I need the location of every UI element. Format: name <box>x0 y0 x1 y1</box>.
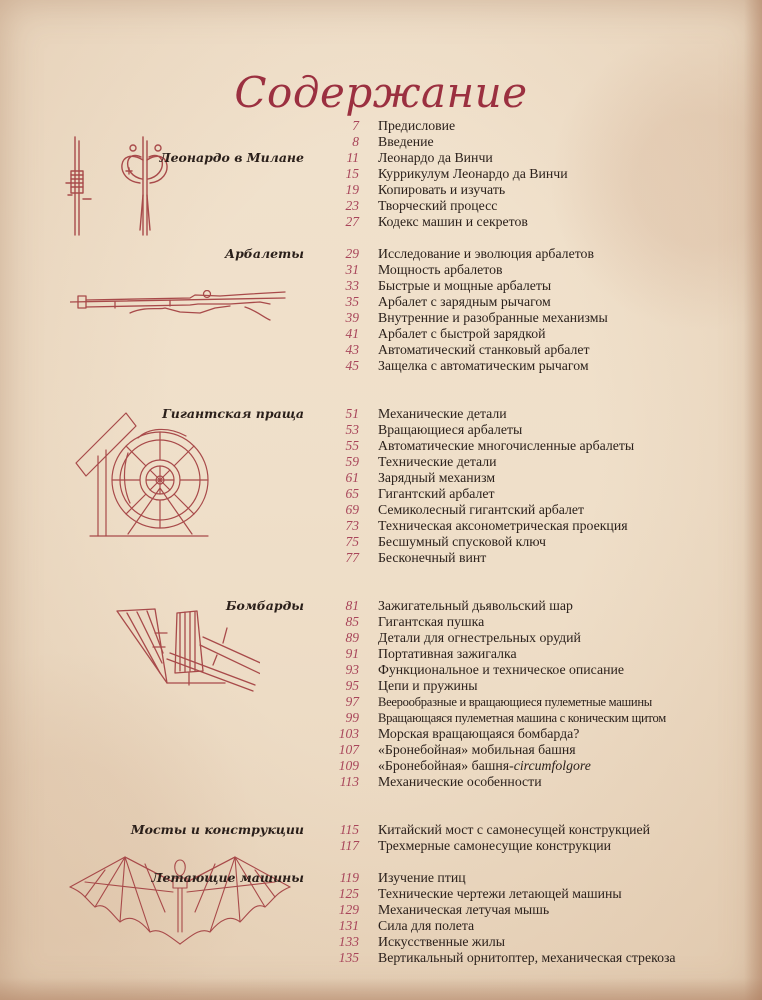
toc-entry[interactable] <box>0 310 762 326</box>
page-number: 119 <box>339 870 359 885</box>
page-title: Содержание <box>234 68 528 117</box>
toc-entry[interactable] <box>0 326 762 342</box>
page-number: 23 <box>345 198 359 213</box>
page-number: 7 <box>352 118 359 133</box>
toc-entry[interactable] <box>0 534 762 550</box>
page-number: 53 <box>345 422 359 437</box>
toc-section-leonardo <box>0 118 762 230</box>
entry-title: Арбалет с зарядным рычагом <box>378 294 551 309</box>
page-number: 135 <box>338 950 359 965</box>
page-number: 11 <box>346 150 359 165</box>
page-number: 43 <box>345 342 359 357</box>
toc-section-bombards <box>0 598 762 806</box>
toc-entry[interactable] <box>0 950 762 966</box>
toc-entry[interactable] <box>0 838 762 854</box>
entry-title: Предисловие <box>378 118 456 133</box>
toc-entry[interactable] <box>0 470 762 486</box>
entry-title: Леонардо да Винчи <box>378 150 493 165</box>
toc-section-flying-machines <box>0 870 762 966</box>
entry-title: Технические чертежи летающей машины <box>378 886 622 901</box>
toc-entry[interactable] <box>0 598 762 614</box>
page-number: 59 <box>345 454 359 469</box>
page-number: 15 <box>345 166 359 181</box>
entry-title: Технические детали <box>378 454 497 469</box>
entry-title: Искусственные жилы <box>378 934 506 949</box>
toc-entry[interactable] <box>0 758 762 774</box>
section-label: Леонардо в Милане <box>159 150 304 165</box>
toc-entry[interactable] <box>0 678 762 694</box>
page-edge-stain <box>0 978 762 1000</box>
toc-entry[interactable] <box>0 710 762 726</box>
entry-title: Механические детали <box>378 406 507 421</box>
toc-entry[interactable] <box>0 486 762 502</box>
page-number: 97 <box>345 694 359 709</box>
page-number: 33 <box>345 278 359 293</box>
entry-title: «Бронебойная» мобильная башня <box>378 742 576 757</box>
table-of-contents <box>0 118 762 966</box>
entry-title: Введение <box>378 134 434 149</box>
entry-title: Механическая летучая мышь <box>378 902 550 917</box>
page-number: 27 <box>345 214 359 229</box>
page-number: 91 <box>345 646 359 661</box>
entry-title: Изучение птиц <box>378 870 466 885</box>
page-number: 81 <box>345 598 359 613</box>
page-number: 93 <box>345 662 359 677</box>
toc-entry[interactable] <box>0 726 762 742</box>
page-number: 89 <box>345 630 359 645</box>
toc-entry[interactable] <box>0 934 762 950</box>
entry-title-italic: circumfolgore <box>513 758 591 773</box>
page-number: 55 <box>345 438 359 453</box>
toc-entry[interactable] <box>0 886 762 902</box>
entry-title: Гигантский арбалет <box>378 486 495 501</box>
section-label: Гигантская праща <box>162 406 304 421</box>
entry-title: Куррикулум Леонардо да Винчи <box>378 166 568 181</box>
toc-entry[interactable] <box>0 150 762 166</box>
toc-entry[interactable] <box>0 182 762 198</box>
toc-entry[interactable] <box>0 550 762 566</box>
toc-entry[interactable] <box>0 422 762 438</box>
page-number: 133 <box>338 934 359 949</box>
page-number: 129 <box>338 902 359 917</box>
toc-entry[interactable] <box>0 166 762 182</box>
page-number: 41 <box>345 326 359 341</box>
toc-section-bridges <box>0 822 762 854</box>
section-label: Арбалеты <box>224 246 304 261</box>
page-number: 51 <box>345 406 359 421</box>
entry-title: Кодекс машин и секретов <box>378 214 528 229</box>
page-number: 115 <box>339 822 359 837</box>
entry-title: Арбалет с быстрой зарядкой <box>378 326 546 341</box>
entry-title: Мощность арбалетов <box>378 262 503 277</box>
page-number: 29 <box>345 246 359 261</box>
toc-entry[interactable] <box>0 518 762 534</box>
entry-title: Трехмерные самонесущие конструкции <box>378 838 612 853</box>
toc-entry[interactable] <box>0 246 762 262</box>
entry-title: Гигантская пушка <box>378 614 485 629</box>
toc-entry[interactable] <box>0 662 762 678</box>
page-number: 95 <box>345 678 359 693</box>
toc-entry[interactable] <box>0 278 762 294</box>
entry-title: Зажигательный дьявольский шар <box>378 598 573 613</box>
entry-title: Функциональное и техническое описание <box>378 662 624 677</box>
entry-title: Веерообразные и вращающиеся пулеметные машины <box>378 695 652 709</box>
toc-entry[interactable] <box>0 134 762 150</box>
toc-entry[interactable] <box>0 918 762 934</box>
page-number: 109 <box>338 758 359 773</box>
toc-entry[interactable] <box>0 342 762 358</box>
section-label: Мосты и конструкции <box>130 822 304 837</box>
entry-title: Вращающаяся пулеметная машина с коническим щитом <box>378 711 666 725</box>
page-number: 77 <box>345 550 359 565</box>
toc-entry[interactable] <box>0 742 762 758</box>
page-number: 19 <box>345 182 359 197</box>
toc-entry[interactable] <box>0 774 762 790</box>
toc-entry[interactable] <box>0 502 762 518</box>
entry-title: Зарядный механизм <box>378 470 496 485</box>
page-number: 131 <box>338 918 359 933</box>
toc-entry[interactable] <box>0 262 762 278</box>
entry-title: Портативная зажигалка <box>378 646 517 661</box>
entry-title: Цепи и пружины <box>378 678 478 693</box>
page-number: 45 <box>345 358 359 373</box>
entry-title: Внутренние и разобранные механизмы <box>378 310 608 325</box>
entry-title-text: «Бронебойная» башня- <box>378 758 514 773</box>
page-number: 35 <box>345 294 359 309</box>
toc-entry[interactable] <box>0 358 762 374</box>
entry-title: Вертикальный орнитоптер, механическая стрекоза <box>378 950 676 965</box>
entry-title: Семиколесный гигантский арбалет <box>378 502 585 517</box>
entry-title: Детали для огнестрельных орудий <box>378 630 581 645</box>
toc-entry[interactable] <box>0 454 762 470</box>
entry-title: Исследование и эволюция арбалетов <box>378 246 594 261</box>
toc-entry[interactable] <box>0 198 762 214</box>
page-number: 99 <box>345 710 359 725</box>
page-number: 113 <box>339 774 359 789</box>
toc-entry[interactable] <box>0 870 762 886</box>
section-label: Бомбарды <box>225 598 304 613</box>
entry-title: Вращающиеся арбалеты <box>378 422 523 437</box>
entry-title: Морская вращающаяся бомбарда? <box>378 726 580 741</box>
entry-title: Техническая аксонометрическая проекция <box>378 518 628 533</box>
entry-title <box>378 758 591 774</box>
toc-section-giant-sling <box>0 406 762 582</box>
entry-title: Копировать и изучать <box>378 182 506 197</box>
entry-title: Механические особенности <box>378 774 542 789</box>
page-number: 103 <box>338 726 359 741</box>
toc-entry[interactable] <box>0 614 762 630</box>
entry-title: Быстрые и мощные арбалеты <box>378 278 552 293</box>
toc-entry[interactable] <box>0 694 762 710</box>
entry-title: Китайский мост с самонесущей конструкцией <box>378 822 650 837</box>
entry-title: Бесшумный спусковой ключ <box>378 534 546 549</box>
toc-entry[interactable] <box>0 118 762 134</box>
page-number: 65 <box>345 486 359 501</box>
page-number: 69 <box>345 502 359 517</box>
toc-entry[interactable] <box>0 902 762 918</box>
page-number: 39 <box>345 310 359 325</box>
page-number: 8 <box>352 134 359 149</box>
toc-entry[interactable] <box>0 822 762 838</box>
page-number: 85 <box>345 614 359 629</box>
toc-entry[interactable] <box>0 406 762 422</box>
toc-section-crossbows <box>0 246 762 390</box>
page-number: 125 <box>338 886 359 901</box>
toc-entry[interactable] <box>0 438 762 454</box>
entry-title: Автоматические многочисленные арбалеты <box>378 438 635 453</box>
toc-entry[interactable] <box>0 294 762 310</box>
section-label: Летающие машины <box>151 870 304 885</box>
page-number: 31 <box>345 262 359 277</box>
entry-title: Автоматический станковый арбалет <box>378 342 590 357</box>
toc-entry[interactable] <box>0 214 762 230</box>
entry-title: Сила для полета <box>378 918 475 933</box>
page-number: 61 <box>345 470 359 485</box>
entry-title: Бесконечный винт <box>378 550 487 565</box>
entry-title: Защелка с автоматическим рычагом <box>378 358 589 373</box>
toc-entry[interactable] <box>0 646 762 662</box>
entry-title: Творческий процесс <box>378 198 498 213</box>
page-number: 75 <box>345 534 359 549</box>
page-number: 117 <box>339 838 359 853</box>
page-number: 73 <box>345 518 359 533</box>
toc-entry[interactable] <box>0 630 762 646</box>
page-number: 107 <box>338 742 359 757</box>
